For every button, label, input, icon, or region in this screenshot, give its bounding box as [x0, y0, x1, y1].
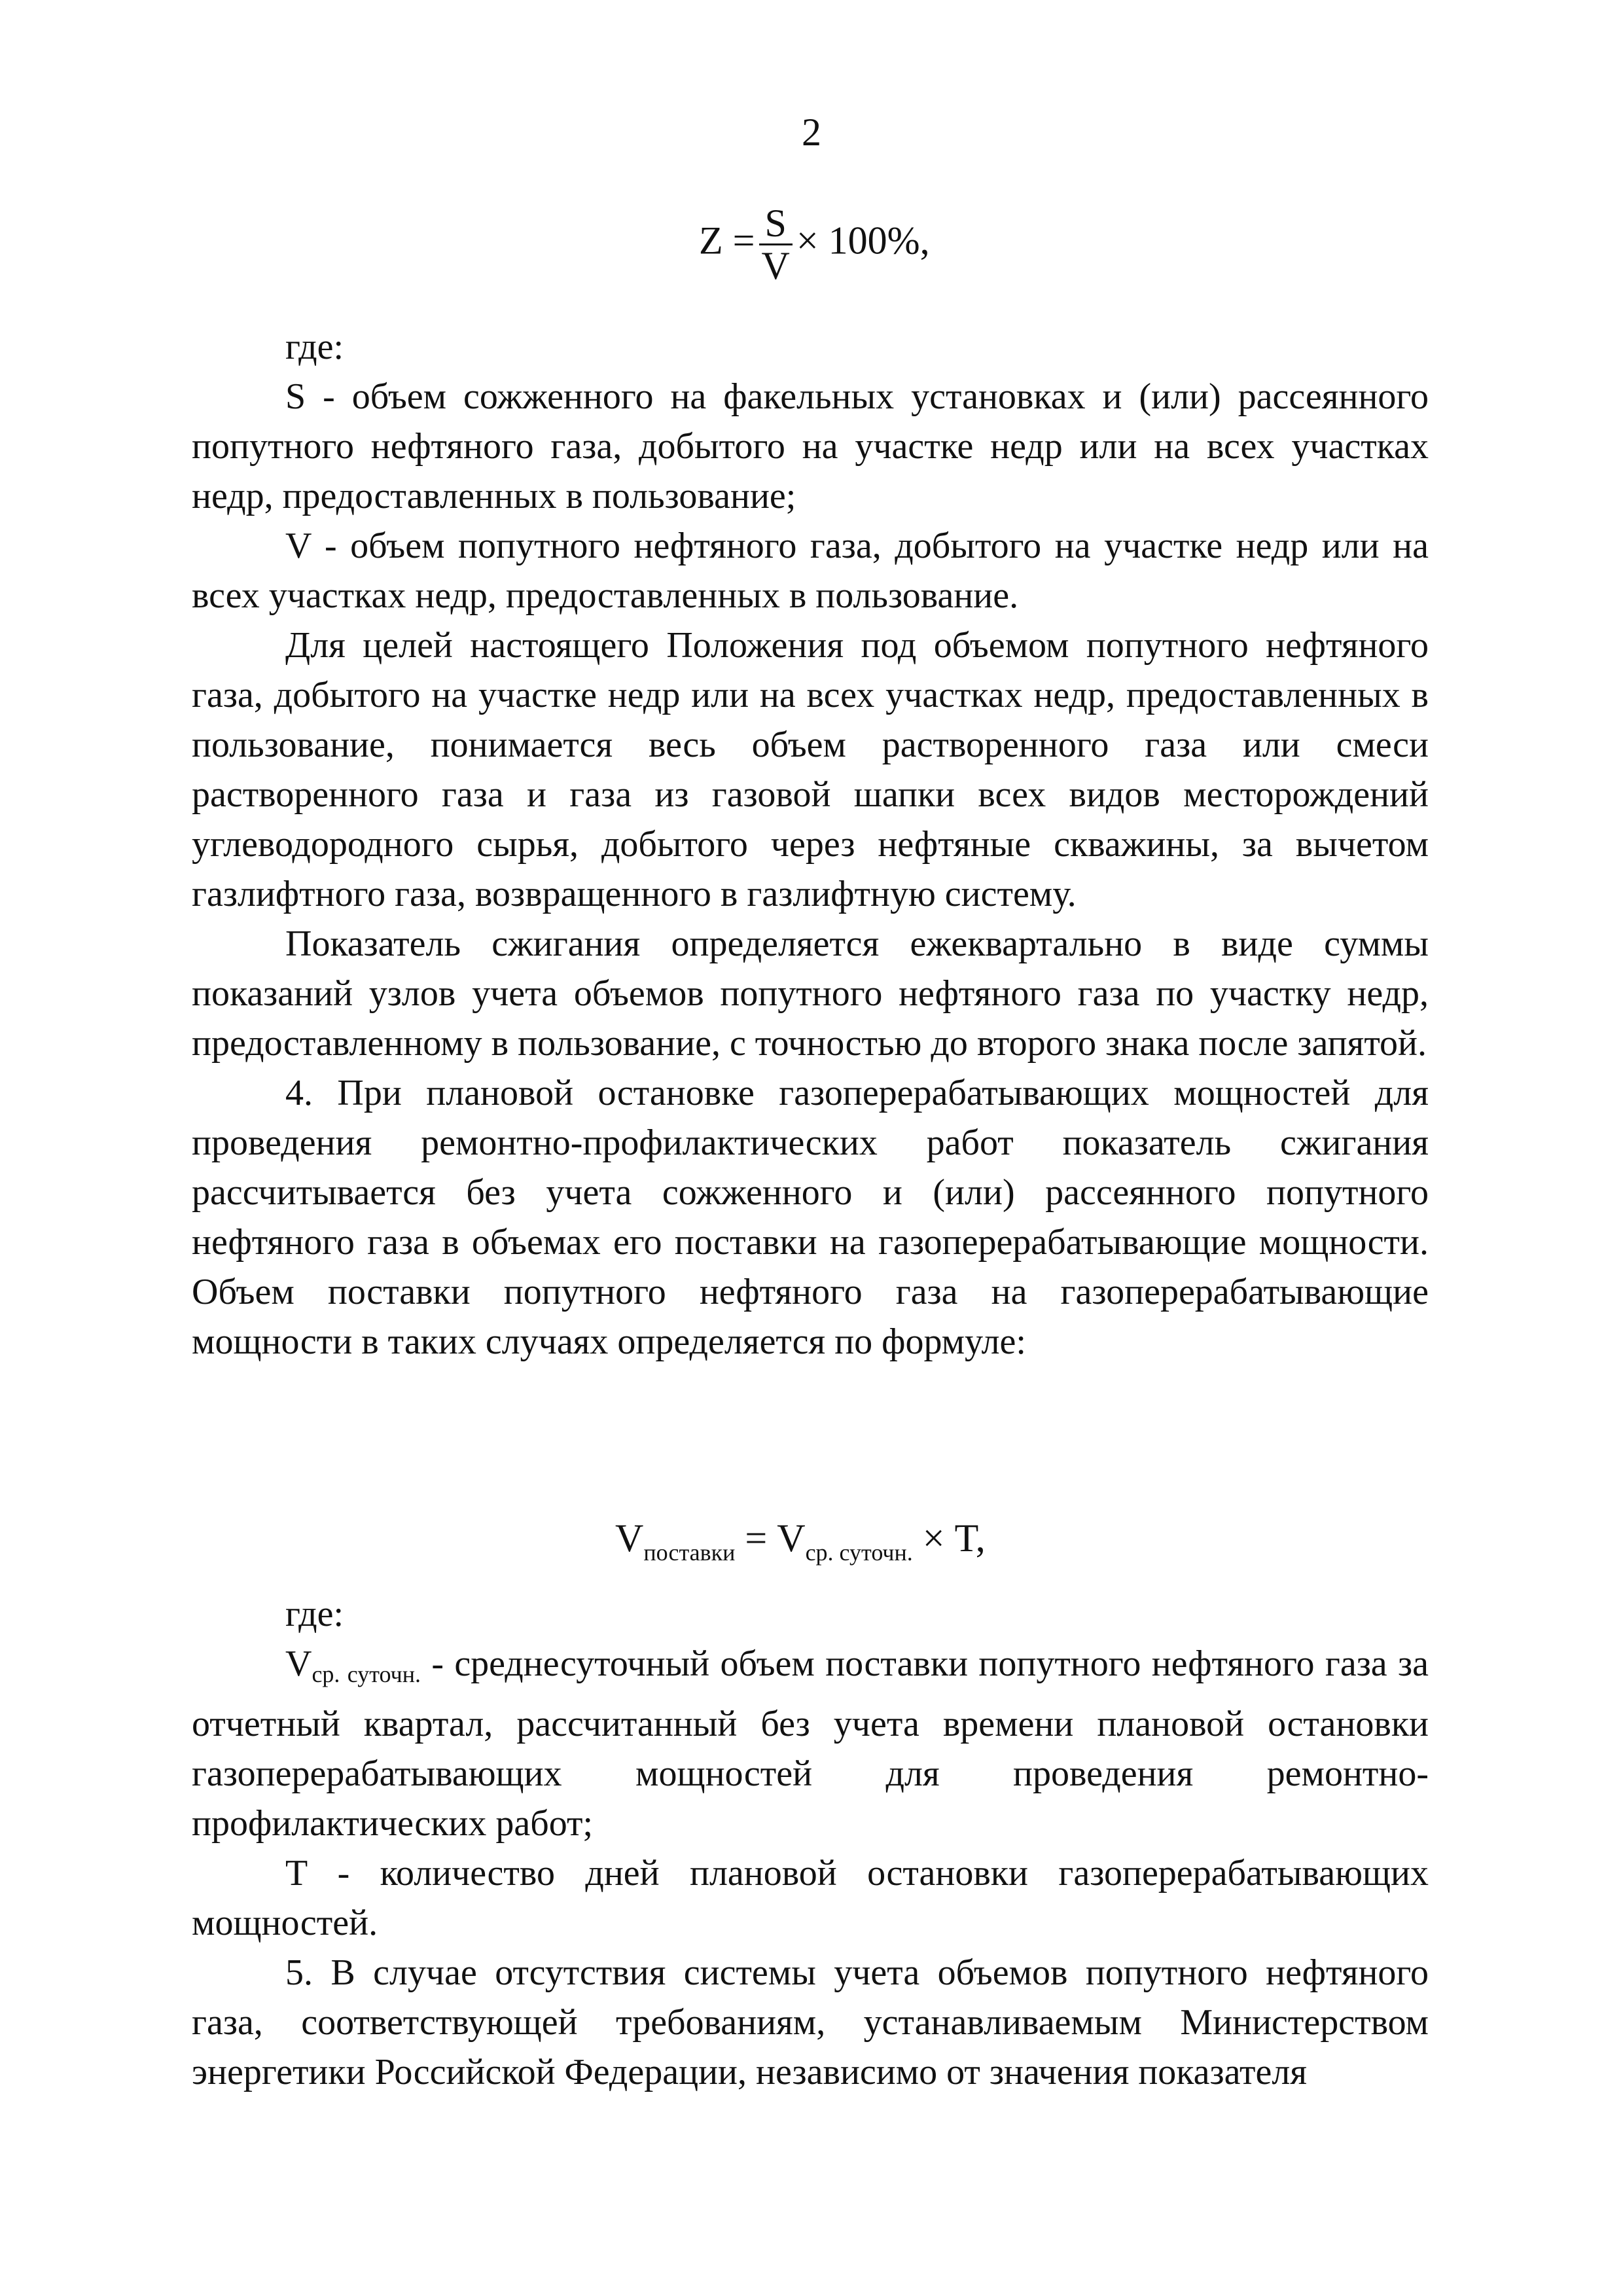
formula-z-rhs: × 100%, — [796, 219, 930, 262]
formula-v-delivery-symbol: V — [615, 1516, 644, 1560]
formula-v-delivery-subscript: поставки — [643, 1539, 736, 1566]
definition-v-avg — [192, 1639, 1429, 1848]
page-number: 2 — [802, 111, 821, 154]
definition-v-avg-symbol: V — [285, 1643, 312, 1684]
paragraph-5: 5. В случае отсутствия системы учета объемов попутного нефтяного газа, соответствующей требованиям, устанавливаемым Министерством энергетики Российской Федерации, независимо от значения показателя — [192, 1952, 1429, 2092]
definition-v-avg-text: - среднесуточный объем поставки попутного нефтяного газа за отчетный квартал, рассчитанный без учета времени плановой остановки газоперерабатывающих мощностей для проведения ремонтно-профилактических работ; — [192, 1643, 1429, 1844]
where-label-2: где: — [285, 1594, 344, 1634]
formula-z-numerator: S — [759, 203, 793, 245]
where-label-1: где: — [285, 327, 344, 367]
paragraph-gas-volume: Для целей настоящего Положения под объемом попутного нефтяного газа, добытого на участке недр или на всех участках недр, предоставленных в пользование, понимается весь объем растворенного газа или смеси растворенного газа и газа из газовой шапки всех видов месторождений углеводородного сырья, добытого через нефтяные скважины, за вычетом газлифтного газа, возвращенного в газлифтную систему. — [192, 625, 1429, 914]
text-block-2 — [192, 1589, 1429, 2097]
paragraph-4: 4. При плановой остановке газоперерабатывающих мощностей для проведения ремонтно-профилактических работ показатель сжигания рассчитывается без учета сожженного и (или) рассеянного попутного нефтяного газа в объемах его поставки на газоперерабатывающие мощности. Объем поставки попутного нефтяного газа на газоперерабатывающие мощности в таких случаях определяется по формуле: — [192, 1073, 1429, 1362]
formula-v-delivery-equals: = — [745, 1516, 768, 1560]
formula-z-denominator: V — [761, 244, 790, 287]
definition-t: T - количество дней плановой остановки газоперерабатывающих мощностей. — [192, 1853, 1429, 1943]
formula-v-delivery-rhs: × T, — [922, 1516, 986, 1560]
paragraph-indicator: Показатель сжигания определяется ежеквартально в виде суммы показаний узлов учета объемов попутного нефтяного газа по участку недр, предоставленному в пользование, с точностью до второго знака после запятой. — [192, 924, 1429, 1064]
formula-v-avg-subscript: ср. суточн. — [805, 1539, 913, 1566]
definition-v: V - объем попутного нефтяного газа, добытого на участке недр или на всех участках недр, предоставленных в пользование. — [192, 526, 1429, 616]
definition-v-avg-subscript: ср. суточн. — [312, 1661, 421, 1687]
formula-v-avg-symbol: V — [777, 1516, 806, 1560]
formula-v-delivery — [615, 1516, 986, 1566]
formula-z — [699, 203, 930, 286]
definition-s: S - объем сожженного на факельных установках и (или) рассеянного попутного нефтяного газа, добытого на участке недр или на всех участках недр, предоставленных в пользование; — [192, 376, 1429, 516]
formula-z-lhs: Z = — [699, 219, 755, 262]
formula-z-fraction — [759, 203, 793, 286]
text-block-1 — [192, 322, 1429, 1367]
